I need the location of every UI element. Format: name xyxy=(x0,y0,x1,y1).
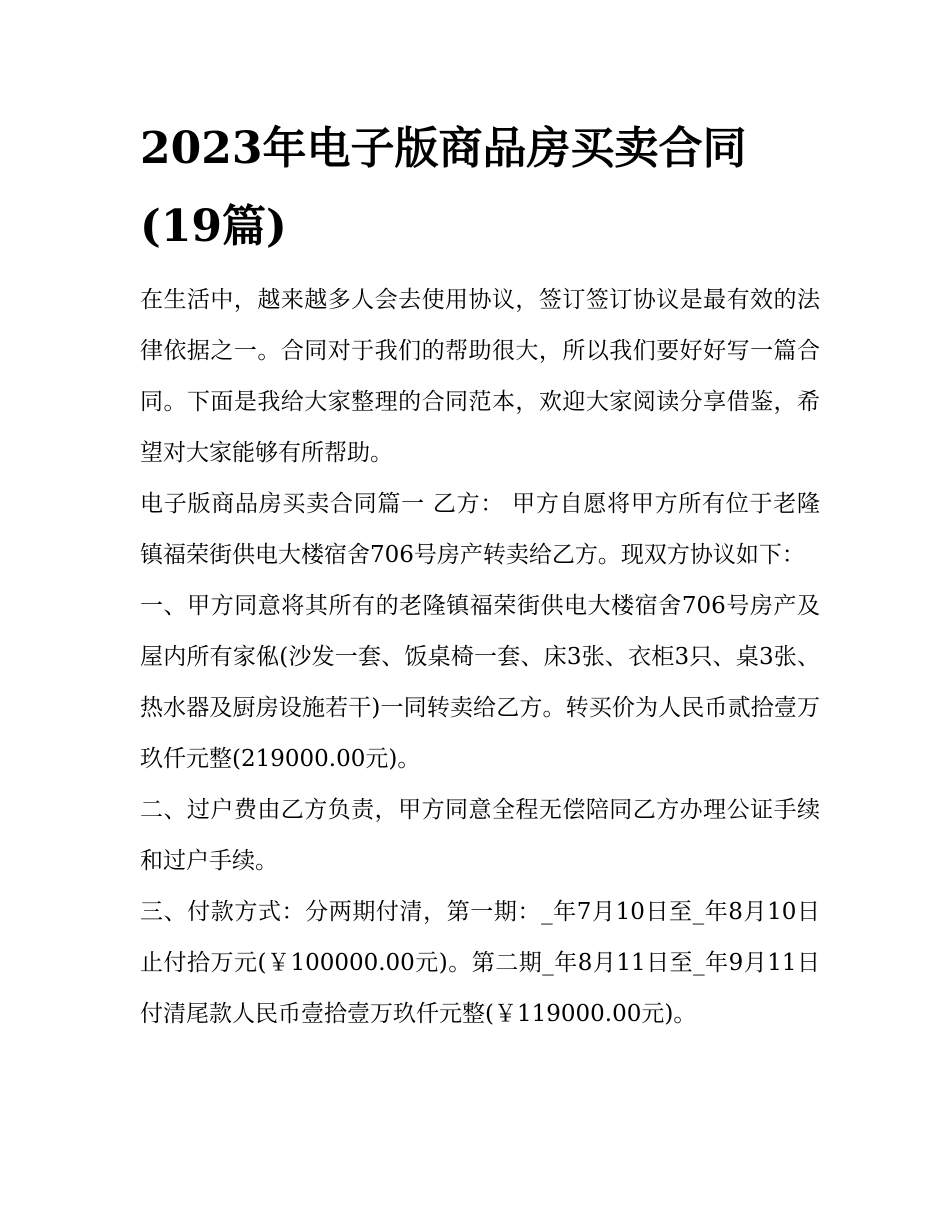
contract-intro-paragraph: 电子版商品房买卖合同篇一 乙方： 甲方自愿将甲方所有位于老隆镇福荣街供电大楼宿舍706号房产转卖给乙方。现双方协议如下： xyxy=(140,491,820,568)
title-block xyxy=(140,110,820,266)
intro-paragraph: 在生活中，越来越多人会去使用协议，签订签订协议是最有效的法律依据之一。合同对于我们的帮助很大，所以我们要好好写一篇合同。下面是我给大家整理的合同范本，欢迎大家阅读分享借鉴，希望对大家能够有所帮助。 xyxy=(140,287,820,466)
clause-one-paragraph: 一、甲方同意将其所有的老隆镇福荣街供电大楼宿舍706号房产及屋内所有家俬(沙发一套、饭桌椅一套、床3张、衣柜3只、桌3张、热水器及厨房设施若干)一同转卖给乙方。转买价为人民币贰拾壹万玖仟元整(219000.00元)。 xyxy=(140,593,820,772)
clause-three-paragraph: 三、付款方式：分两期付清，第一期：_年7月10日至_年8月10日止付拾万元(￥100000.00元)。第二期_年8月11日至_年9月11日付清尾款人民币壹拾壹万玖仟元整(￥119000.00元)。 xyxy=(140,899,820,1027)
document-title: 2023年电子版商品房买卖合同(19篇) xyxy=(140,123,747,252)
clause-two-paragraph: 二、过户费由乙方负责，甲方同意全程无偿陪同乙方办理公证手续和过户手续。 xyxy=(140,797,820,874)
document-body xyxy=(140,110,820,1040)
